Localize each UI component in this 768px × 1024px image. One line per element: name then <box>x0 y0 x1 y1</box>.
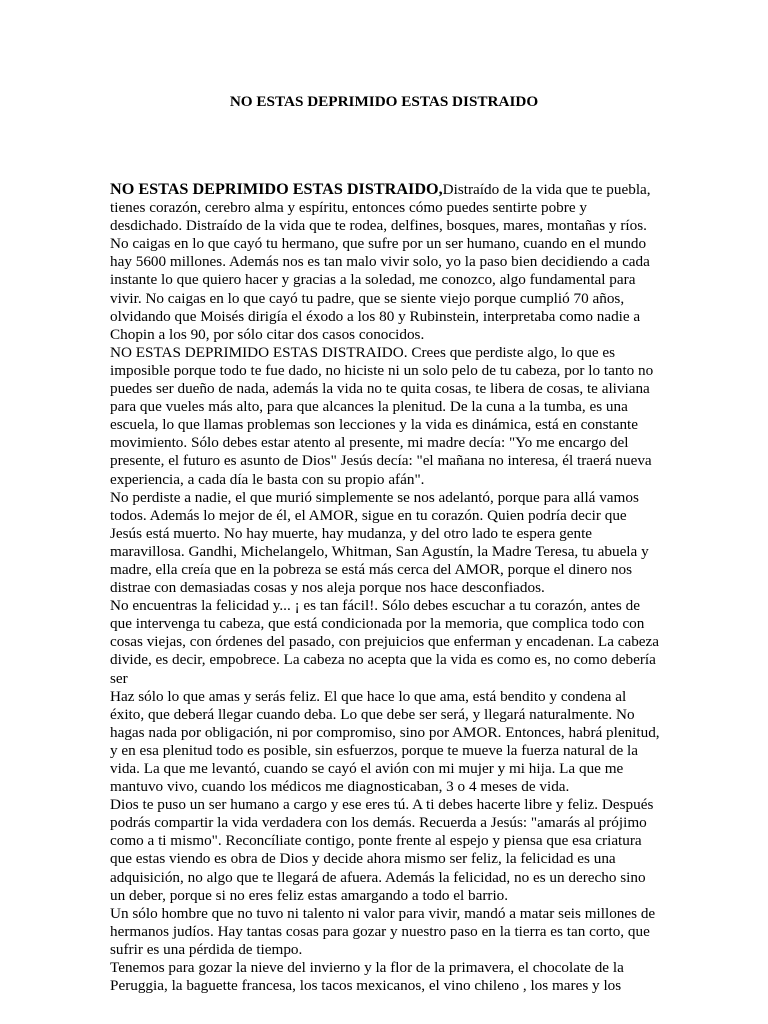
paragraph-8: Tenemos para gozar la nieve del invierno y la flor de la primavera, el chocolate de la Peruggia, la baguette francesa, los tacos mexicanos, el vino chileno , los mares y los <box>110 959 624 995</box>
document-body <box>110 180 660 995</box>
paragraph-5: Haz sólo lo que amas y serás feliz. El que hace lo que ama, está bendito y condena al éxito, que deberá llegar cuando deba. Lo que debe ser será, y llegará naturalmente. No hagas nada por obligación, ni por compromiso, sino por AMOR. Entonces, habrá plenitud, y en esa plenitud todo es posible, sin esfuerzos, porque te mueve la fuerza natural de la vida. La que me levantó, cuando se cayó el avión con mi mujer y mi hija. La que me mantuvo vivo, cuando los médicos me diagnosticaban, 3 o 4 meses de vida. <box>110 687 660 796</box>
paragraph-6: Dios te puso un ser humano a cargo y ese eres tú. A ti debes hacerte libre y feliz. Después podrás compartir la vida verdadera con los demás. Recuerda a Jesús: "amarás al prójimo como a ti mismo". Reconcíliate contigo, ponte frente al espejo y piensa que esa criatura que estas viendo es obra de Dios y decide ahora mismo ser feliz, la felicidad es una adquisición, no algo que te llegará de afuera. Además la felicidad, no es un derecho sino un deber, porque si no eres feliz estas amargando a todo el barrio. <box>110 796 654 904</box>
paragraph-3: No perdiste a nadie, el que murió simplemente se nos adelantó, porque para allá vamos todos. Además lo mejor de él, el AMOR, sigue en tu corazón. Quien podría decir que Jesús está muerto. No hay muerte, hay mudanza, y del otro lado te espera gente maravillosa. Gandhi, Michelangelo, Whitman, San Agustín, la Madre Teresa, tu abuela y madre, ella creía que en la pobreza se está más cerca del AMOR, porque el dinero nos distrae con demasiadas cosas y nos aleja porque nos hace desconfiados. <box>110 488 649 597</box>
document-title: NO ESTAS DEPRIMIDO ESTAS DISTRAIDO <box>229 93 539 110</box>
paragraph-1 <box>110 180 660 344</box>
paragraph-2: NO ESTAS DEPRIMIDO ESTAS DISTRAIDO. Crees que perdiste algo, lo que es imposible porque todo te fue dado, no hiciste ni un solo pelo de tu cabeza, por lo tanto no puedes ser dueño de nada, además la vida no te quita cosas, te libera de cosas, te aliviana para que vueles más alto, para que alcances la plenitud. De la cuna a la tumba, es una escuela, lo que llamas problemas son lecciones y la vida es dinámica, está en constante movimiento. Sólo debes estar atento al presente, mi madre decía: "Yo me encargo del presente, el futuro es asunto de Dios" Jesús decía: "el mañana no interesa, él traerá nueva experiencia, a cada día le basta con su propio afán". <box>110 343 654 488</box>
paragraph-1-text: Distraído de la vida que te puebla, tienes corazón, cerebro alma y espíritu, entonces cómo puedes sentirte pobre y desdichado. Distraído de la vida que te rodea, delfines, bosques, mares, montañas y ríos. No caigas en lo que cayó tu hermano, que sufre por un ser humano, cuando en el mundo hay 5600 millones. Además nos es tan malo vivir solo, yo la paso bien decidiendo a cada instante lo que quiero hacer y gracias a la soledad, me conozco, algo fundamental para vivir. No caigas en lo que cayó tu padre, que se siente viejo porque cumplió 70 años, olvidando que Moisés dirigía el éxodo a los 80 y Rubinstein, interpretaba como nadie a Chopin a los 90, por sólo citar dos casos conocidos. <box>110 181 651 343</box>
lead-heading: NO ESTAS DEPRIMIDO ESTAS DISTRAIDO, <box>110 180 443 198</box>
paragraph-7: Un sólo hombre que no tuvo ni talento ni valor para vivir, mandó a matar seis millones de hermanos judíos. Hay tantas cosas para gozar y nuestro paso en la tierra es tan corto, que sufrir es una pérdida de tiempo. <box>110 904 656 958</box>
paragraph-4: No encuentras la felicidad y... ¡ es tan fácil!. Sólo debes escuchar a tu corazón, antes de que intervenga tu cabeza, que está condicionada por la memoria, que complica todo con cosas viejas, con órdenes del pasado, con prejuicios que enferman y encadenan. La cabeza divide, es decir, empobrece. La cabeza no acepta que la vida es como es, no como debería ser <box>110 597 660 687</box>
